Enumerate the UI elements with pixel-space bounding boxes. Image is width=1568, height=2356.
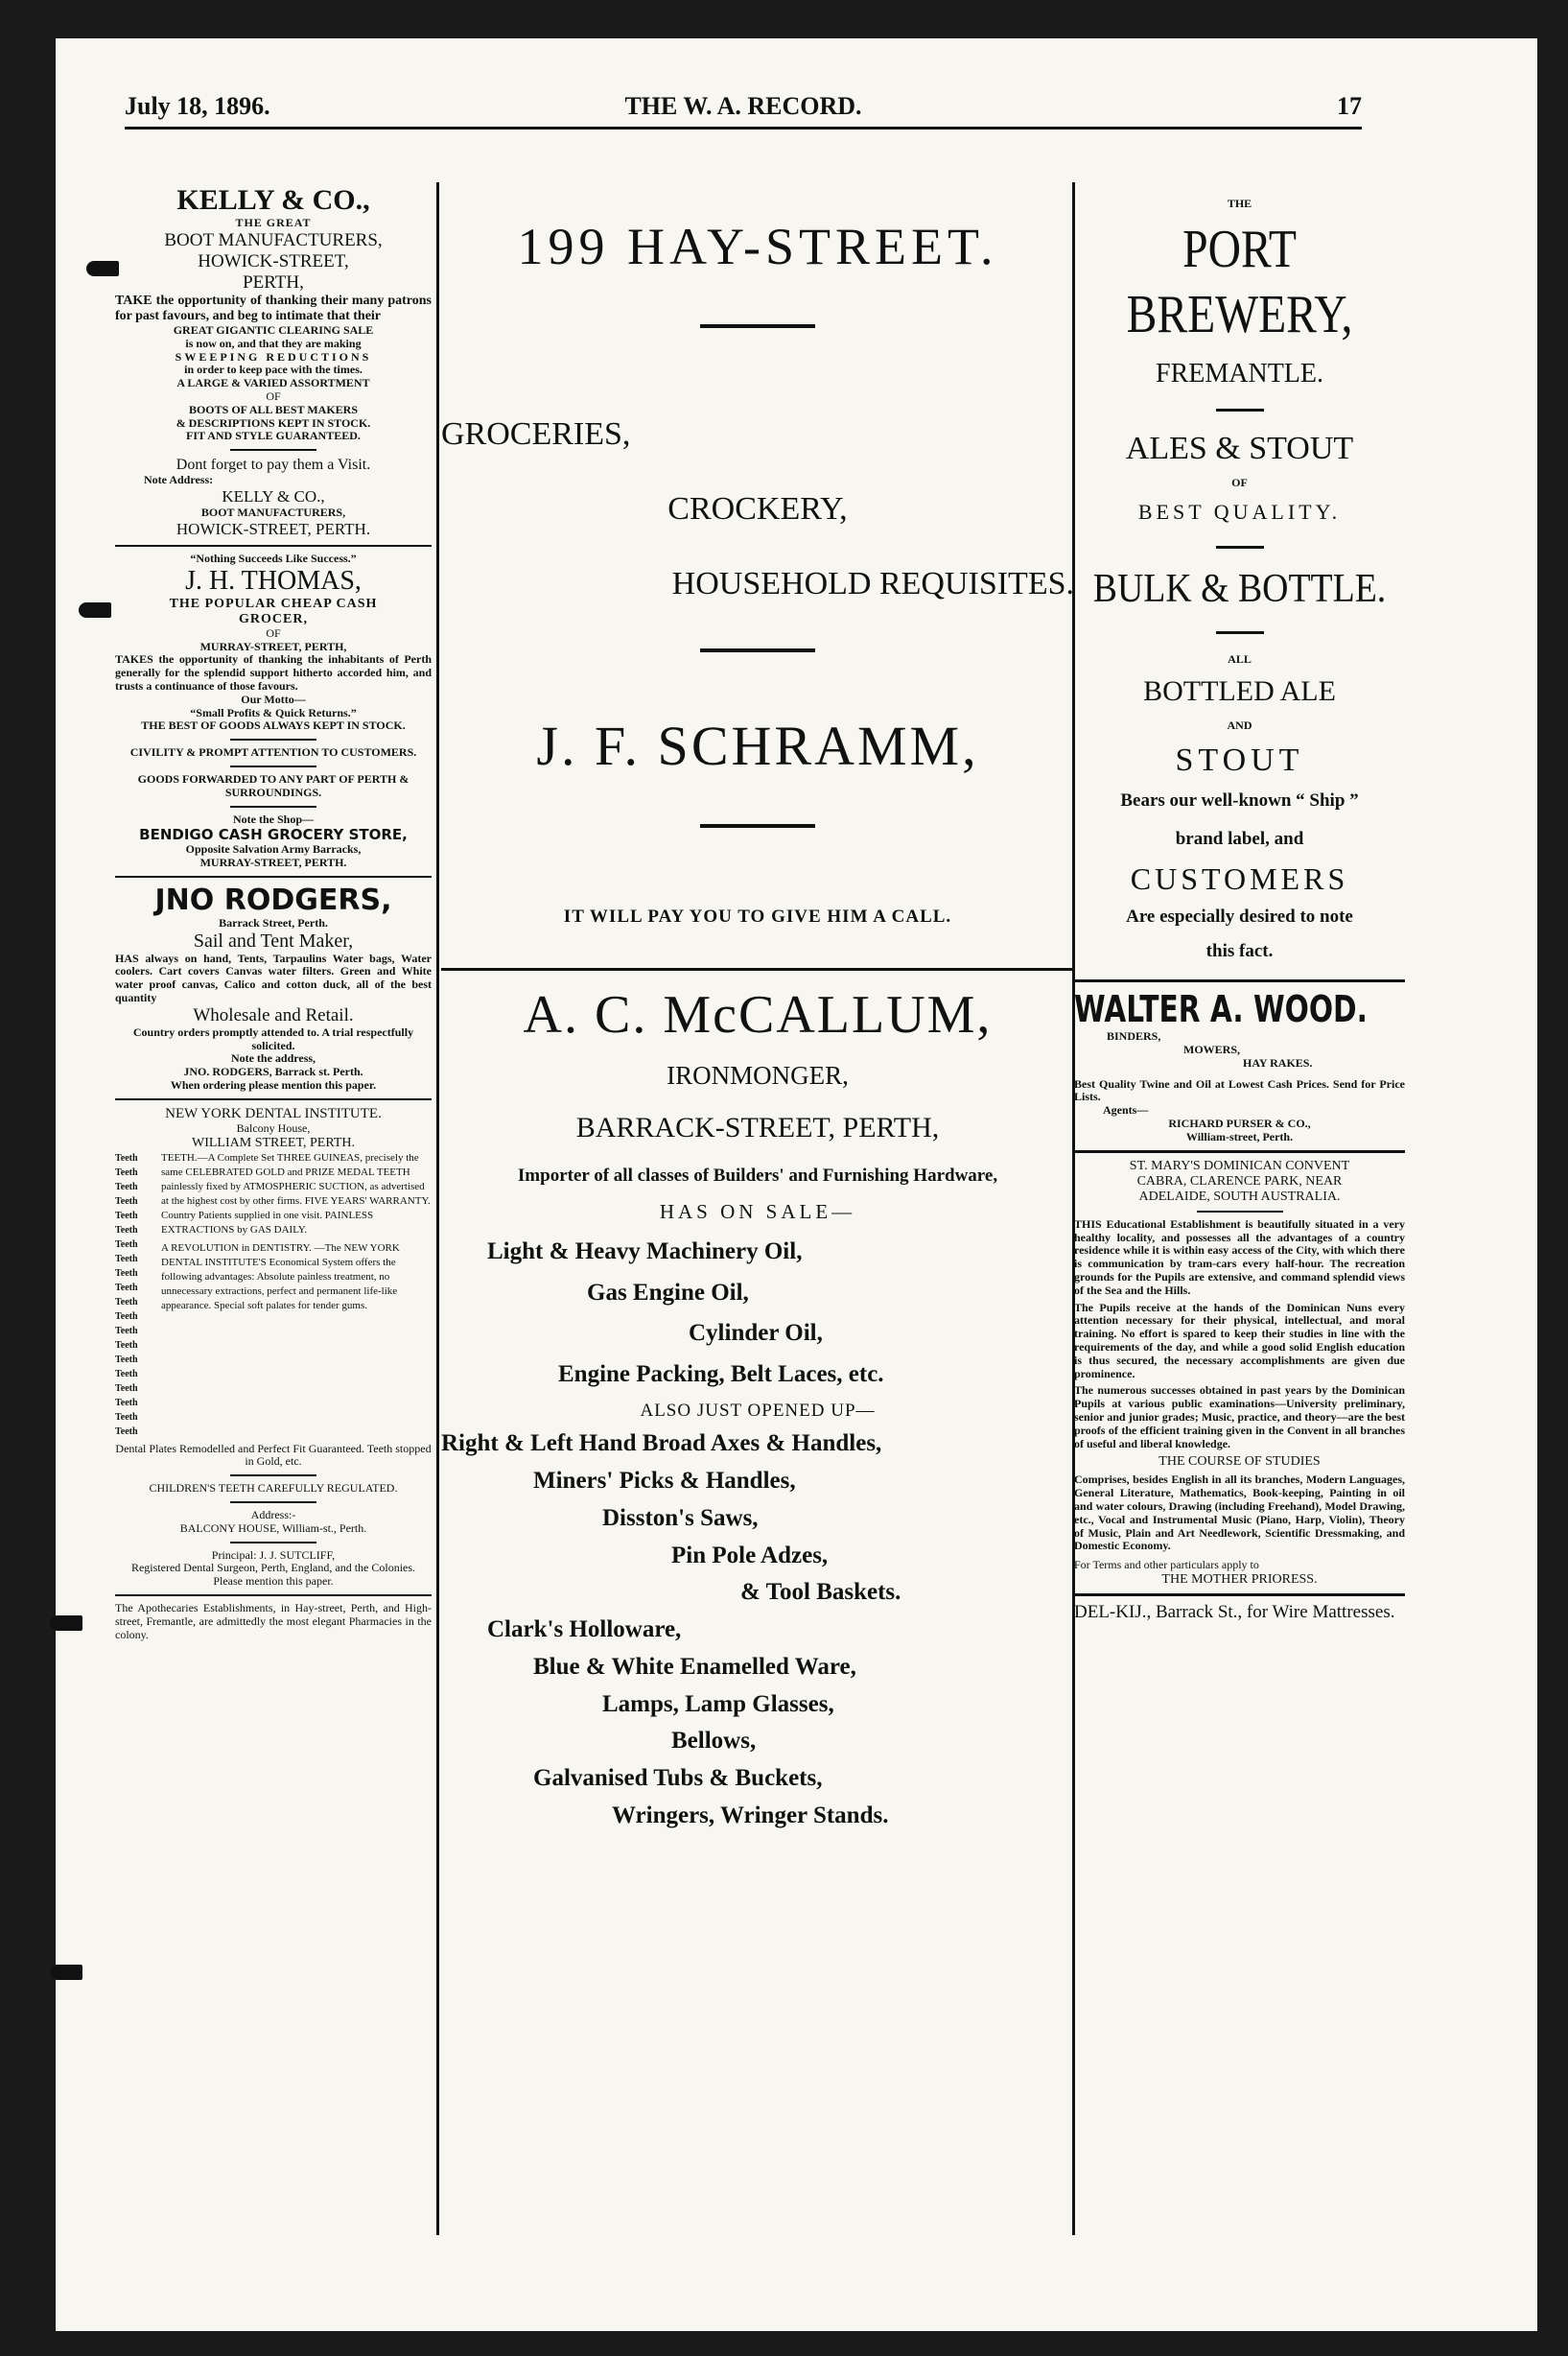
dental-street: WILLIAM STREET, PERTH.	[192, 1135, 355, 1150]
rodgers-trade: Sail and Tent Maker,	[193, 930, 354, 952]
divider	[230, 449, 316, 451]
thomas-motto0: “Nothing Succeeds Like Success.”	[190, 551, 357, 565]
teeth-word: Teeth	[115, 1253, 138, 1264]
teeth-word: Teeth	[115, 1238, 138, 1250]
divider	[115, 1594, 432, 1596]
brewery-ales: ALES & STOUT	[1125, 430, 1354, 466]
pointing-hand-icon	[50, 1965, 82, 1980]
dental-please: Please mention this paper.	[213, 1574, 334, 1589]
divider	[115, 876, 432, 878]
kelly-desc: & DESCRIPTIONS KEPT IN STOCK.	[176, 415, 371, 430]
teeth-word: Teeth	[115, 1282, 138, 1293]
wood-l1: BINDERS,	[1107, 1029, 1161, 1044]
mccallum-tools-list	[441, 1425, 1074, 1834]
divider	[230, 1474, 316, 1476]
issue-date: July 18, 1896.	[125, 92, 270, 120]
teeth-word: Teeth	[115, 1397, 138, 1408]
wood-twine: Best Quality Twine and Oil at Lowest Cash Prices. Send for Price Lists.	[1074, 1076, 1405, 1104]
brewery-fact: this fact.	[1205, 941, 1274, 962]
wood-advert	[1074, 988, 1405, 1143]
thomas-best: THE BEST OF GOODS ALWAYS KEPT IN STOCK.	[141, 719, 406, 733]
list-item: Clark's Holloware,	[487, 1616, 682, 1643]
kelly-note: Note Address:	[144, 473, 214, 487]
divider	[700, 324, 815, 328]
list-item: Gas Engine Oil,	[587, 1279, 749, 1306]
kelly-boots: BOOTS OF ALL BEST MAKERS	[188, 402, 359, 416]
thomas-goods: GOODS FORWARDED TO ANY PART OF PERTH & SURROUNDINGS.	[137, 771, 410, 799]
rodgers-mention: When ordering please mention this paper.	[170, 1078, 377, 1093]
convent-p3: The numerous successes obtained in past years by the Dominican Pupils at various public examinations—University preliminary, senior and junior grades; Music, practice, and theory—are the best proofs of the efficient training given in the Convent in all branches of useful and liberal knowledge.	[1074, 1383, 1405, 1450]
rodgers-advert	[115, 884, 432, 1093]
list-item: Engine Packing, Belt Laces, etc.	[558, 1360, 884, 1387]
list-item: & Tool Baskets.	[740, 1579, 901, 1606]
kelly-line2: HOWICK-STREET,	[198, 250, 349, 271]
kelly-visit: Dont forget to pay them a Visit.	[176, 457, 371, 474]
divider	[230, 1542, 316, 1543]
list-item: Pin Pole Adzes,	[671, 1542, 829, 1568]
convent-p2: The Pupils receive at the hands of the Dominican Nuns every attention necessary for their physical, intellectual, and moral training. No effort is spared to keep their studies in line with the requirements of the day, and while a good solid English education is thus secured, the necessary accomplishments are given due prominence.	[1074, 1300, 1405, 1380]
kelly-line3: PERTH,	[243, 271, 304, 293]
thomas-shop: Note the Shop—	[232, 812, 314, 826]
left-column	[115, 134, 432, 1641]
mccallum-importer: Importer of all classes of Builders' and Furnishing Hardware,	[517, 1166, 998, 1186]
list-item: Bellows,	[671, 1728, 757, 1755]
rodgers-name: JNO RODGERS,	[154, 883, 392, 917]
apothecaries-notice: The Apothecaries Establishments, in Hay-street, Perth, and High-street, Fremantle, are admittedly the most elegant Pharmacies in the colony.	[115, 1601, 432, 1641]
list-item: Lamps, Lamp Glasses,	[602, 1690, 834, 1717]
schramm-street: 199 HAY-STREET.	[517, 218, 998, 275]
brewery-cust: CUSTOMERS	[1130, 861, 1349, 897]
thomas-motto: Our Motto—	[241, 692, 306, 706]
rodgers-para: HAS always on hand, Tents, Tarpaulins Water bags, Water coolers. Cart covers Canvas water filters. Green and White water proof canvas, Calico and cotton duck, all of the best quantity	[115, 951, 432, 1005]
convent-prioress: THE MOTHER PRIORESS.	[1161, 1572, 1318, 1588]
convent-head1: ST. MARY'S DOMINICAN CONVENT	[1129, 1158, 1350, 1173]
brewery-brew: BREWERY,	[1126, 284, 1353, 344]
dental-reg: Registered Dental Surgeon, Perth, England, and the Colonies.	[130, 1561, 416, 1575]
thomas-name: J. H. THOMAS,	[185, 565, 362, 596]
wood-l2: MOWERS,	[1183, 1042, 1241, 1056]
kelly-addr3: HOWICK-STREET, PERTH.	[176, 519, 371, 538]
teeth-word: Teeth	[115, 1224, 138, 1236]
dental-teeth-block	[115, 1151, 432, 1439]
pointing-hand-icon	[86, 261, 119, 276]
kelly-pace: in order to keep pace with the times.	[184, 363, 363, 377]
convent-terms: For Terms and other particulars apply to	[1074, 1558, 1259, 1572]
wood-ag1: RICHARD PURSER & CO.,	[1168, 1116, 1311, 1130]
rodgers-country: Country orders promptly attended to. A trial respectfully solicited.	[132, 1025, 414, 1052]
delkij-notice: DEL-KIJ., Barrack St., for Wire Mattresses.	[1074, 1602, 1395, 1623]
rodgers-whole: Wholesale and Retail.	[193, 1004, 354, 1025]
convent-head3: ADELAIDE, SOUTH AUSTRALIA.	[1138, 1189, 1341, 1204]
teeth-word: Teeth	[115, 1325, 138, 1336]
brewery-the: THE	[1227, 197, 1252, 210]
divider	[700, 648, 815, 652]
kelly-now: is now on, and that they are making	[185, 336, 362, 350]
center-column	[441, 134, 1074, 1835]
teeth-word: Teeth	[115, 1296, 138, 1308]
dental-children: CHILDREN'S TEETH CAREFULLY REGULATED.	[149, 1481, 398, 1496]
brewery-brand: brand label, and	[1175, 829, 1304, 850]
convent-advert	[1074, 1159, 1405, 1589]
dental-address: Address:-	[250, 1508, 296, 1522]
divider	[230, 739, 316, 741]
schramm-advert	[441, 217, 1074, 928]
thomas-para: TAKES the opportunity of thanking the inhabitants of Perth generally for the splendid support hitherto accorded him, and trusts a continuance of those favours.	[115, 652, 432, 693]
schramm-name: J. F. SCHRAMM,	[536, 715, 979, 777]
divider	[441, 968, 1074, 971]
teeth-word: Teeth	[115, 1368, 138, 1379]
schramm-call: IT WILL PAY YOU TO GIVE HIM A CALL.	[563, 907, 952, 927]
brewery-stout: STOUT	[1175, 742, 1304, 779]
divider	[115, 1098, 432, 1100]
divider	[230, 806, 316, 808]
divider	[700, 824, 815, 828]
thomas-mur: MURRAY-STREET, PERTH.	[199, 856, 347, 870]
right-column	[1074, 134, 1405, 1623]
thomas-profits: “Small Profits & Quick Returns.”	[190, 705, 357, 719]
divider	[1216, 631, 1264, 634]
brewery-port: PORT	[1182, 219, 1297, 279]
wood-l3: HAY RAKES.	[1243, 1055, 1313, 1070]
brewery-and: AND	[1227, 719, 1252, 733]
divider	[1197, 1211, 1283, 1213]
dental-plates: Dental Plates Remodelled and Perfect Fit Guaranteed. Teeth stopped in Gold, etc.	[115, 1441, 432, 1469]
brewery-bears: Bears our well-known “ Ship ”	[1120, 790, 1359, 812]
kelly-fit: FIT AND STYLE GUARANTEED.	[186, 429, 361, 443]
list-item: Galvanised Tubs & Buckets,	[533, 1765, 823, 1792]
mccallum-sale: HAS ON SALE—	[659, 1200, 856, 1224]
teeth-word: Teeth	[115, 1267, 138, 1279]
divider	[1074, 1593, 1405, 1596]
thomas-of: OF	[266, 625, 281, 640]
teeth-word: Teeth	[115, 1339, 138, 1351]
convent-course: THE COURSE OF STUDIES	[1158, 1454, 1321, 1470]
dental-advert	[115, 1106, 432, 1589]
rodgers-addr: JNO. RODGERS, Barrack st. Perth.	[183, 1065, 363, 1079]
thomas-advert	[115, 553, 432, 870]
list-item: Wringers, Wringer Stands.	[612, 1802, 889, 1828]
convent-p4: Comprises, besides English in all its branches, Modern Languages, General Literature, Mathematics, Book-keeping, Painting in oil and water colours, Drawing (including Freehand), Model Drawing, etc., Vocal and Instrumental Music (Piano, Harp, Violin), Theory of Music, Plain and Art Needlework, Scientific Dressmaking, and Domestic Economy.	[1074, 1472, 1405, 1553]
teeth-word: Teeth	[115, 1195, 138, 1207]
convent-p1: THIS Educational Establishment is beautifully situated in a very healthy locality, and possesses all the advantages of a country residence while it is within easy access of the City, with which there is communication by tram-cars every half-hour. The recreation grounds for the Pupils are extensive, and command splendid views of the Sea and the Hills.	[1074, 1216, 1405, 1297]
kelly-sale: GREAT GIGANTIC CLEARING SALE	[173, 322, 374, 337]
divider	[230, 1501, 316, 1503]
teeth-word: Teeth	[115, 1411, 138, 1423]
dental-block1: TEETH.—A Complete Set THREE GUINEAS, precisely the same CELEBRATED GOLD and PRIZE MEDAL TEETH painlessly fixed by ATMOSPHERIC SUCTION, as advertised at the highest cost by other firms. FIVE YEARS' WARRANTY. Country Patients supplied in one visit. PAINLESS EXTRACTIONS by GAS DAILY.	[161, 1151, 431, 1236]
list-item: Right & Left Hand Broad Axes & Handles,	[441, 1430, 882, 1457]
kelly-great: THE GREAT	[235, 216, 312, 229]
mccallum-name: A. C. McCALLUM,	[523, 985, 993, 1045]
kelly-advert	[115, 184, 432, 539]
list-item: Disston's Saws,	[602, 1504, 759, 1531]
page-number: 17	[1337, 92, 1362, 120]
wood-name: WALTER A. WOOD.	[1074, 988, 1368, 1031]
teeth-word: Teeth	[115, 1382, 138, 1394]
brewery-bulk: BULK & BOTTLE.	[1092, 566, 1387, 611]
brewery-bottled: BOTTLED ALE	[1143, 675, 1336, 708]
teeth-word: Teeth	[115, 1210, 138, 1221]
kelly-name: KELLY & CO.,	[176, 184, 370, 216]
schramm-crockery: CROCKERY,	[667, 491, 848, 527]
teeth-margin-words	[115, 1151, 161, 1439]
pointing-hand-icon	[50, 1615, 82, 1631]
brewery-desired: Are especially desired to note	[1126, 907, 1353, 928]
divider	[1074, 1150, 1405, 1153]
thomas-civ: CIVILITY & PROMPT ATTENTION TO CUSTOMERS.	[129, 745, 417, 760]
brewery-all: ALL	[1228, 651, 1252, 666]
list-item: Miners' Picks & Handles,	[533, 1468, 796, 1495]
thomas-sub2: GROCER,	[239, 611, 308, 626]
dental-balcony: BALCONY HOUSE, William-st., Perth.	[179, 1520, 367, 1535]
teeth-word: Teeth	[115, 1166, 138, 1178]
teeth-word: Teeth	[115, 1310, 138, 1322]
list-item: Light & Heavy Machinery Oil,	[487, 1238, 803, 1265]
kelly-assort: A LARGE & VARIED ASSORTMENT	[176, 376, 370, 390]
wood-ag2: William-street, Perth.	[1185, 1129, 1294, 1143]
mccallum-advert	[441, 984, 1074, 1835]
page-header	[125, 92, 1362, 130]
schramm-household: HOUSEHOLD REQUISITES.	[671, 566, 1074, 601]
brewery-fre: FREMANTLE.	[1156, 358, 1323, 389]
dental-block2: A REVOLUTION in DENTISTRY. —The NEW YORK DENTAL INSTITUTE'S Economical System offers the following advantages: Absolute painless treatment, no unnecessary extractions, perfect and permanent life-like appearance. Special soft palates for tender gums.	[161, 1241, 400, 1311]
kelly-line1: BOOT MANUFACTURERS,	[164, 229, 383, 250]
divider	[1216, 409, 1264, 412]
mccallum-oils-list	[441, 1232, 1074, 1395]
list-item: Cylinder Oil,	[689, 1320, 823, 1347]
thomas-sub1: THE POPULAR CHEAP CASH	[169, 596, 378, 611]
thomas-opp: Opposite Salvation Army Barracks,	[185, 842, 362, 857]
dental-principal: Principal: J. J. SUTCLIFF,	[211, 1547, 336, 1562]
wood-agents: Agents—	[1103, 1103, 1149, 1118]
kelly-para: TAKE the opportunity of thanking their many patrons for past favours, and beg to intimate that their	[115, 293, 432, 323]
mccallum-street: BARRACK-STREET, PERTH,	[575, 1112, 940, 1143]
brewery-of: OF	[1231, 475, 1248, 489]
pointing-hand-icon	[79, 602, 111, 618]
thomas-street: MURRAY-STREET, PERTH,	[199, 639, 347, 653]
mccallum-also: ALSO JUST OPENED UP—	[640, 1401, 876, 1422]
thomas-store: BENDIGO CASH GROCERY STORE,	[139, 826, 408, 844]
mccallum-trade: IRONMONGER,	[667, 1061, 849, 1090]
kelly-addr1: KELLY & CO.,	[222, 486, 325, 506]
brewery-advert	[1074, 198, 1405, 962]
teeth-word: Teeth	[115, 1152, 138, 1164]
rodgers-street: Barrack Street, Perth.	[219, 915, 328, 930]
teeth-word: Teeth	[115, 1181, 138, 1192]
kelly-sweep: SWEEPING REDUCTIONS	[175, 349, 372, 364]
divider	[230, 766, 316, 767]
rodgers-note: Note the address,	[230, 1051, 316, 1066]
newspaper-title: THE W. A. RECORD.	[624, 92, 862, 120]
schramm-groceries: GROCERIES,	[441, 416, 631, 452]
dental-head: NEW YORK DENTAL INSTITUTE.	[165, 1105, 382, 1121]
list-item: Blue & White Enamelled Ware,	[533, 1653, 856, 1680]
divider	[1074, 979, 1405, 982]
divider	[1216, 546, 1264, 549]
divider	[115, 545, 432, 547]
teeth-word: Teeth	[115, 1425, 138, 1437]
teeth-word: Teeth	[115, 1354, 138, 1365]
brewery-best: BEST QUALITY.	[1137, 499, 1342, 524]
convent-head2: CABRA, CLARENCE PARK, NEAR	[1136, 1173, 1343, 1189]
dental-house: Balcony House,	[236, 1120, 311, 1135]
column-rule-left	[436, 182, 439, 2235]
kelly-of: OF	[266, 389, 281, 403]
kelly-addr2: BOOT MANUFACTURERS,	[200, 505, 346, 519]
